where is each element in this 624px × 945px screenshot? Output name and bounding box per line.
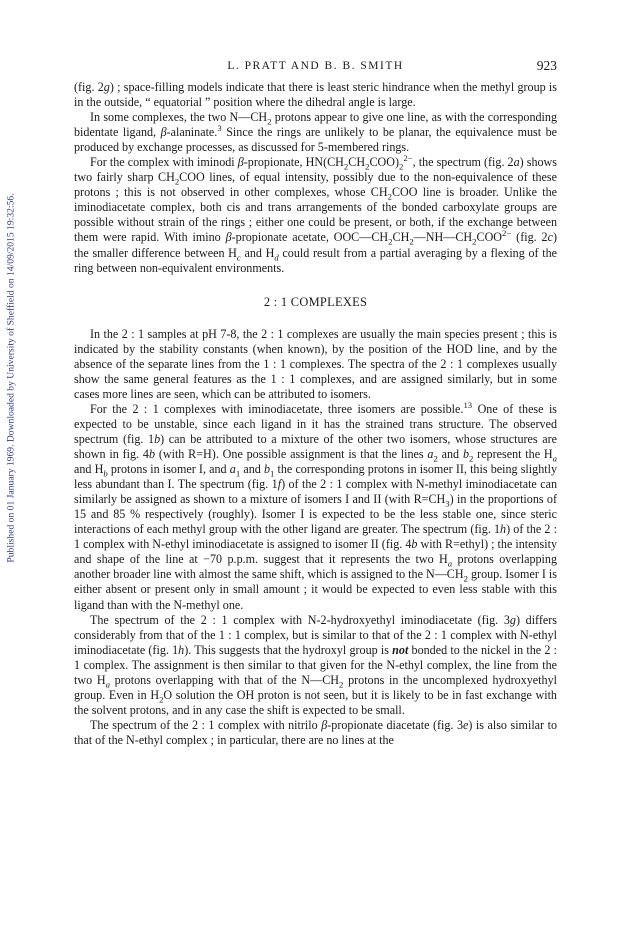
paragraph: For the complex with iminodi β-propionate, $HN(CH_2CH_2COO)_2^{2-}$, the spectrum (fig. 2a) shows two fairly sharp $CH_2COO$ lines, of equal intensity, possibly due to the non-equivalence of these protons ; this is not observed in other complexes, whose $CH_2COO$ line is broader. Unlike the iminodiacetate complex, both cis and trans arrangements of the bonded carboxylate groups are possible without strain of the rings ; either one could be present, or both, if the exchange between them were rapid. With imino β-propionate acetate, $OOC—CH_2CH_2—NH—CH_2COO^{2-}$ (fig. 2c) the smaller difference between $H_c$ and $H_d$ could result from a partial averaging by a flexing of the ring between non-equivalent environments.	[74, 153, 557, 275]
paragraph: The spectrum of the 2 : 1 complex with nitrilo β-propionate diacetate (fig. 3e) is also similar to that of the N-ethyl complex ; in particular, there are no lines at the	[74, 717, 557, 747]
provenance-sidebar	[0, 0, 22, 945]
paragraphs-after-section	[74, 327, 557, 748]
paragraph: In the 2 : 1 samples at pH 7-8, the 2 : 1 complexes are usually the main species present ; this is indicated by the stability constants (when known), by the position of the HOD line, and by the absence of the separate lines from the 1 : 1 complexes. The spectra of the 2 : 1 complexes usually show the same general features as the 1 : 1 complexes, and are assigned similarly, but in some cases more lines are seen, which can be attributed to isomers.	[74, 326, 557, 401]
paragraph: The spectrum of the 2 : 1 complex with N-2-hydroxyethyl iminodiacetate (fig. 3g) differs considerably from that of the 1 : 1 complex, but is similar to that of the 2 : 1 complex with N-ethyl iminodiacetate (fig. 1h). This suggests that the hydroxyl group is not bonded to the nickel in the 2 : 1 complex. The assignment is then similar to that given for the N-ethyl complex, the line from the two $H_a$ protons overlapping with that of the $N—CH_2$ protons in the uncomplexed hydroxyethyl group. Even in $H_2O$ solution the OH proton is not seen, but it is likely to be in fast exchange with the solvent protons, and in any case the shift is expected to be small.	[74, 612, 558, 717]
article-body	[74, 80, 557, 748]
page-number: 923	[536, 58, 557, 73]
page-header	[74, 58, 557, 78]
paragraph: For the 2 : 1 complexes with iminodiacetate, three isomers are possible.$^{13}$ One of these is expected to be unstable, since each ligand in it has the strained trans structure. The observed spectrum (fig. 1b) can be attributed to a mixture of the other two isomers, whose structures are shown in fig. 4b (with R=H). One possible assignment is that the lines $a_2$ and $b_2$ represent the $H_a$ and $H_b$ protons in isomer I, and $a_1$ and $b_1$ the corresponding protons in isomer II, this being slightly less abundant than I. The spectrum (fig. 1f) of the 2 : 1 complex with N-methyl iminodiacetate can similarly be assigned as shown to a mixture of isomers I and II (with $R=CH_3$) in the proportions of 15 and 85 % respectively (roughly). Isomer I is expected to be the less stable one, since steric interactions of each methyl group with the other ligand are greater. The spectrum (fig. 1h) of the 2 : 1 complex with N-ethyl iminodiacetate is assigned to isomer II (fig. 4b with R=ethyl) ; the intensity and shape of the line at −70 p.p.m. suggest that it represents the two $H_a$ protons overlapping another broader line with almost the same shift, which is assigned to the $N—CH_2$ group. Isomer I is either absent or present only in small amount ; it would be expected to even less stable with this ligand than with the N-methyl one.	[74, 399, 558, 612]
provenance-note: Published on 01 January 1969. Downloaded by University of Sheffield on 14/09/2015 19:32:56.	[5, 193, 17, 563]
section-heading: 2 : 1 COMPLEXES	[263, 294, 368, 309]
paragraph: In some complexes, the two $N—CH_2$ protons appear to give one line, as with the corresponding bidentate ligand, β-alaninate.$^3$ Since the rings are unlikely to be planar, the equivalence must be produced by exchange processes, as discussed for 5-membered rings.	[74, 110, 558, 155]
paragraph: (fig. 2g) ; space-filling models indicate that there is least steric hindrance when the methyl group is in the outside, “ equatorial ” position where the dihedral angle is large.	[74, 80, 557, 110]
paragraphs-before-section	[74, 80, 557, 276]
running-title: L. PRATT AND B. B. SMITH	[227, 60, 404, 72]
